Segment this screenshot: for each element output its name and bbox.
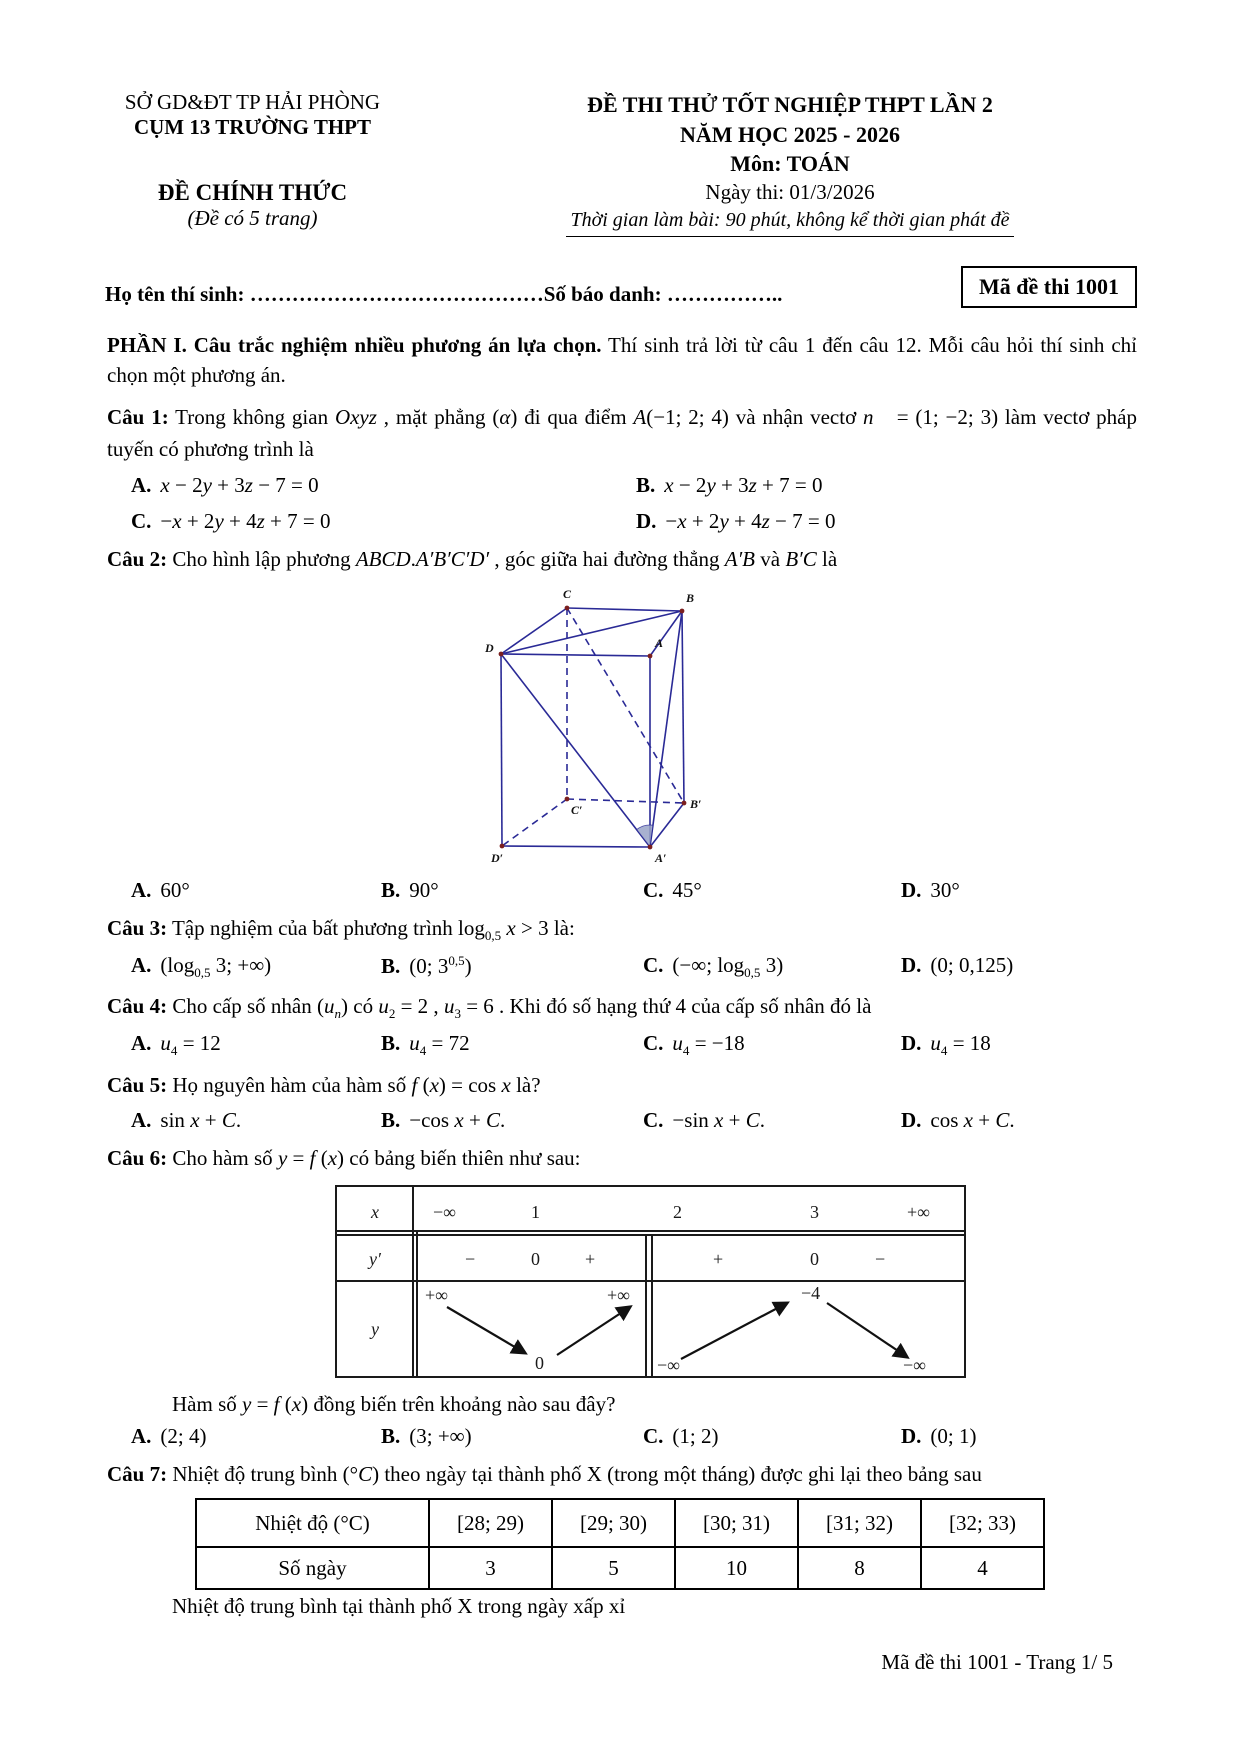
exam-code-box: Mã đề thi 1001 — [961, 266, 1137, 308]
cube-vertex-Ap: A′ — [655, 850, 667, 865]
exam-date: Ngày thi: 01/3/2026 — [705, 180, 875, 205]
temp-interval-4: [31; 32) — [798, 1499, 921, 1547]
q1-option-C: C. −x + 2y + 4z + 7 = 0 — [131, 508, 331, 533]
question-4-label: Câu 4: — [107, 994, 168, 1019]
header-right — [440, 90, 1140, 237]
q4-option-A: A. $u_4 = 12$ — [131, 1031, 221, 1059]
question-6-label: Câu 6: — [107, 1146, 168, 1171]
temp-interval-1: [28; 29) — [429, 1499, 552, 1547]
temp-interval-2: [29; 30) — [552, 1499, 675, 1547]
temp-label-cell: Nhiệt độ (°C) — [196, 1499, 429, 1547]
exam-duration: Thời gian làm bài: 90 phút, không kể thời gian phát đề — [566, 206, 1013, 237]
question-7-text: Nhiệt độ trung bình (°C) theo ngày tại thành phố X (trong một tháng) được ghi lại theo bảng sau — [172, 1461, 982, 1486]
bbt-yprime-zero-2: 0 — [810, 1248, 819, 1269]
cube-vertex-Dp: D′ — [491, 850, 504, 865]
temp-interval-3: [30; 31) — [675, 1499, 798, 1547]
cube-vertex-D: D — [485, 640, 494, 655]
q3-option-B: B. (0; 3$^{0,5}$) — [381, 952, 472, 978]
q5-option-A: A. sin x + C. — [131, 1108, 242, 1133]
bbt-x-1: 1 — [531, 1201, 540, 1222]
bbt-y-topleft: +∞ — [425, 1284, 448, 1305]
days-label-cell: Số ngày — [196, 1547, 429, 1589]
page-footer: Mã đề thi 1001 - Trang 1/ 5 — [881, 1650, 1113, 1674]
question-6-subquestion: Hàm số y = f (x) đồng biến trên khoảng nào sau đây? — [172, 1391, 616, 1416]
bbt-x-label: x — [371, 1201, 379, 1222]
q6-option-B: B. (3; +∞) — [381, 1423, 472, 1448]
exam-header — [100, 90, 1140, 237]
q3-option-C: C. (−∞; $\log_{0,5} 3$) — [643, 952, 784, 981]
q3-option-D: D. (0; 0,125) — [901, 952, 1014, 977]
days-value-5: 4 — [921, 1547, 1044, 1589]
question-6-text: Cho hàm số y = f (x) có bảng biến thiên như sau: — [172, 1146, 581, 1171]
bbt-yprime-sign-1: − — [465, 1248, 476, 1269]
q2-option-B: B. 90° — [381, 877, 439, 902]
question-1-label: Câu 1: — [107, 404, 169, 429]
official-exam-label: ĐỀ CHÍNH THỨC — [157, 180, 348, 205]
cube-vertex-Cp: C′ — [571, 802, 583, 817]
q5-option-B: B. −cos x + C. — [381, 1108, 506, 1133]
bbt-yprime-label: y′ — [369, 1248, 381, 1269]
bbt-y-label: y — [371, 1318, 379, 1339]
bbt-x-pos-inf: +∞ — [907, 1201, 930, 1222]
q4-option-D: D. $u_4 = 18$ — [901, 1031, 991, 1059]
exam-body — [107, 330, 1137, 1619]
days-value-3: 10 — [675, 1547, 798, 1589]
question-5 — [107, 1069, 1137, 1102]
issuer-department: SỞ GD&ĐT TP HẢI PHÒNG — [124, 90, 381, 114]
exam-title-line1: ĐỀ THI THỬ TỐT NGHIỆP THPT LẦN 2 — [587, 92, 993, 117]
question-2 — [107, 543, 1137, 576]
cube-figure — [479, 578, 719, 871]
q4-option-C: C. $u_4 = -18$ — [643, 1031, 745, 1059]
candidate-name-line: Họ tên thí sinh: ……………………………………Số báo danh: …………….. — [105, 281, 783, 306]
cube-vertex-C: C — [563, 586, 572, 601]
bbt-yprime-sign-4: − — [875, 1248, 886, 1269]
question-3-options — [107, 953, 1137, 981]
question-2-label: Câu 2: — [107, 546, 168, 571]
q3-option-A: A. ($\log_{0,5}$ 3; +∞) — [131, 952, 272, 981]
bbt-yprime-sign-3: + — [713, 1248, 724, 1269]
candidate-row — [105, 266, 1137, 308]
question-7 — [107, 1458, 1137, 1491]
bbt-x-3: 3 — [810, 1201, 819, 1222]
question-4 — [107, 990, 1137, 1024]
days-row — [196, 1547, 1044, 1589]
question-5-text: Họ nguyên hàm của hàm số f (x) = cos x là? — [172, 1072, 541, 1097]
days-value-2: 5 — [552, 1547, 675, 1589]
q2-option-D: D. 30° — [901, 877, 960, 902]
question-5-label: Câu 5: — [107, 1072, 168, 1097]
cube-vertex-A: A — [655, 635, 664, 650]
question-3-text: Tập nghiệm của bất phương trình $\log_{0,5} x > 3$ là: — [171, 915, 575, 943]
bbt-y-botright: −∞ — [903, 1354, 926, 1375]
question-3-label: Câu 3: — [107, 915, 168, 940]
question-4-text: Cho cấp số nhân $(u_n)$ có $u_2 = 2$ , $u_3 = 6$ . Khi đó số hạng thứ 4 của cấp số nhân đó là — [172, 994, 872, 1022]
bbt-yprime-zero-1: 0 — [531, 1248, 540, 1269]
cube-vertex-B: B — [686, 590, 695, 605]
q1-option-B: B. x − 2y + 3z + 7 = 0 — [636, 472, 823, 497]
question-7-label: Câu 7: — [107, 1461, 168, 1486]
q6-option-C: C. (1; 2) — [643, 1423, 719, 1448]
question-6-options — [107, 1424, 1137, 1449]
bbt-y-topmid: +∞ — [607, 1284, 630, 1305]
temperature-header-row — [196, 1499, 1044, 1547]
question-2-options — [107, 878, 1137, 903]
exam-title-line2: NĂM HỌC 2025 - 2026 — [680, 121, 900, 147]
days-value-1: 3 — [429, 1547, 552, 1589]
question-4-options — [107, 1031, 1137, 1059]
bbt-y-botmid: −∞ — [657, 1354, 680, 1375]
pages-note: (Đề có 5 trang) — [187, 206, 318, 230]
question-1 — [107, 401, 1137, 466]
question-3 — [107, 912, 1137, 946]
question-1-options — [107, 473, 1137, 534]
header-left — [100, 90, 405, 237]
q1-option-A: A. x − 2y + 3z − 7 = 0 — [131, 472, 319, 497]
bbt-x-2: 2 — [673, 1201, 682, 1222]
q6-option-A: A. (2; 4) — [131, 1423, 207, 1448]
cube-vertex-Bp: B′ — [690, 796, 702, 811]
q5-option-C: C. −sin x + C. — [643, 1108, 765, 1133]
q6-option-D: D. (0; 1) — [901, 1423, 977, 1448]
question-7-continuation: Nhiệt độ trung bình tại thành phố X trong ngày xấp xỉ — [172, 1594, 626, 1619]
q2-option-A: A. 60° — [131, 877, 190, 902]
question-1-text: Trong không gian Oxyz , mặt phẳng (α) đi qua điểm A(−1; 2; 4) và nhận vectơ n⃗ = (1; −2; 3) làm vectơ pháp tuyến có phương trình là — [107, 404, 1137, 462]
question-6 — [107, 1142, 1137, 1175]
days-value-4: 8 — [798, 1547, 921, 1589]
q2-option-C: C. 45° — [643, 877, 702, 902]
bbt-x-neg-inf: −∞ — [433, 1201, 456, 1222]
question-5-options — [107, 1108, 1137, 1133]
bbt-y-min: 0 — [535, 1352, 544, 1373]
part1-intro — [107, 330, 1137, 391]
exam-subject: Môn: TOÁN — [730, 151, 850, 177]
part1-desc: Thí sinh trả lời từ câu 1 đến câu 12. Mỗi câu hỏi thí sinh chỉ chọn một phương án. — [107, 333, 1137, 388]
q1-option-D: D. −x + 2y + 4z − 7 = 0 — [636, 508, 836, 533]
question-2-text: Cho hình lập phương ABCD.A′B′C′D′ , góc giữa hai đường thẳng A′B và B′C là — [172, 546, 838, 571]
temp-interval-5: [32; 33) — [921, 1499, 1044, 1547]
temperature-table — [195, 1498, 1045, 1590]
q4-option-B: B. $u_4 = 72$ — [381, 1031, 470, 1059]
bbt-yprime-sign-2: + — [585, 1248, 596, 1269]
q5-option-D: D. cos x + C. — [901, 1108, 1015, 1133]
variation-table-figure — [335, 1185, 967, 1384]
issuer-cluster: CỤM 13 TRƯỜNG THPT — [133, 115, 372, 139]
bbt-y-max: −4 — [801, 1282, 821, 1303]
part1-title: PHẦN I. Câu trắc nghiệm nhiều phương án lựa chọn. — [107, 333, 602, 357]
